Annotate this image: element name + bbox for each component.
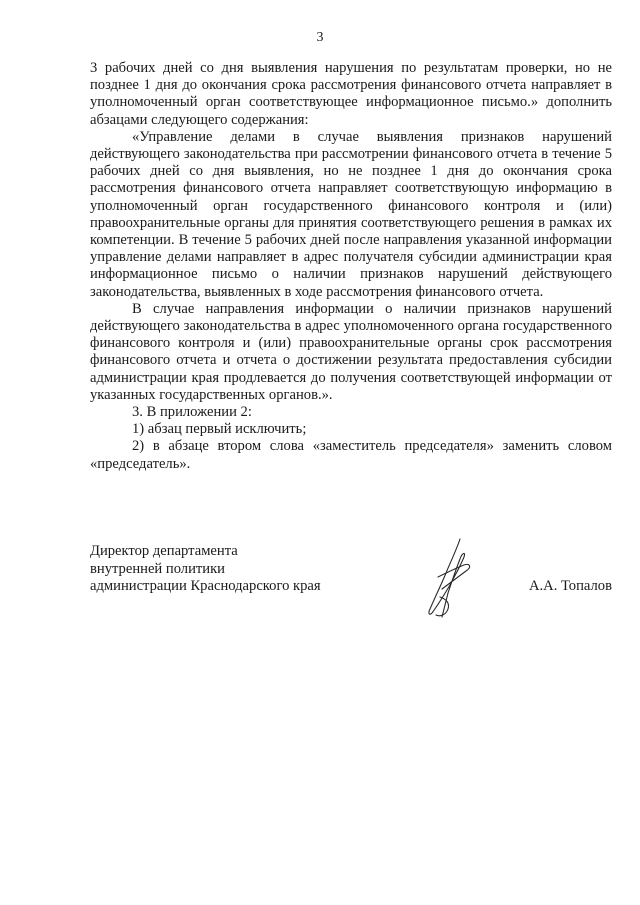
paragraph-item-1: 1) абзац первый исключить;	[132, 421, 307, 438]
paragraph-deadline-extension: В случае направления информации о наличии признаков нарушений действующего законодательства в адрес уполномоченного органа государственного финансового контроля и (или) правоохранительные органы срок рассмотрения финансового отчета и отчета о достижении результата предоставления субсидии администрации края продлевается до получения соответствующей информации от указанных государственных органов.».	[90, 300, 612, 403]
paragraph-continuation: 3 рабочих дней со дня выявления нарушения по результатам проверки, но не позднее 1 дня до окончания срока рассмотрения финансового отчета направляет в уполномоченный орган соответствующее информационное письмо.» дополнить абзацами следующего содержания:	[90, 60, 612, 128]
signer-name: А.А. Топалов	[528, 578, 612, 594]
paragraph-item-2: 2) в абзаце втором слова «заместитель председателя» заменить словом «председатель».	[90, 438, 612, 472]
signer-position	[90, 543, 321, 596]
signer-position-line: администрации Краснодарского края	[90, 578, 321, 595]
signer-position-line: Директор департамента	[90, 543, 238, 559]
page-number: 3	[316, 30, 324, 45]
document-body	[90, 60, 612, 473]
signer-position-line: внутренней политики	[90, 560, 225, 577]
paragraph-appendix-2: 3. В приложении 2:	[132, 404, 252, 421]
signature-block	[90, 543, 612, 623]
handwritten-signature	[420, 537, 480, 621]
signature-stroke	[429, 539, 465, 617]
paragraph-management-affairs: «Управление делами в случае выявления признаков нарушений действующего законодательства при рассмотрении финансового отчета в течение 5 рабочих дней со дня выявления, но не позднее 1 дня до окончания срока рассмотрения финансового отчета направляет соответствующую информацию в уполномоченный орган государственного финансового контроля и (или) правоохранительные органы для принятия соответствующего решения в рамках их компетенции. В течение 5 рабочих дней после направления указанной информации управление делами направляет в адрес получателя субсидии администрации края информационное письмо о наличии признаков нарушений действующего законодательства, выявленных в ходе рассмотрения финансового отчета.	[90, 128, 612, 300]
